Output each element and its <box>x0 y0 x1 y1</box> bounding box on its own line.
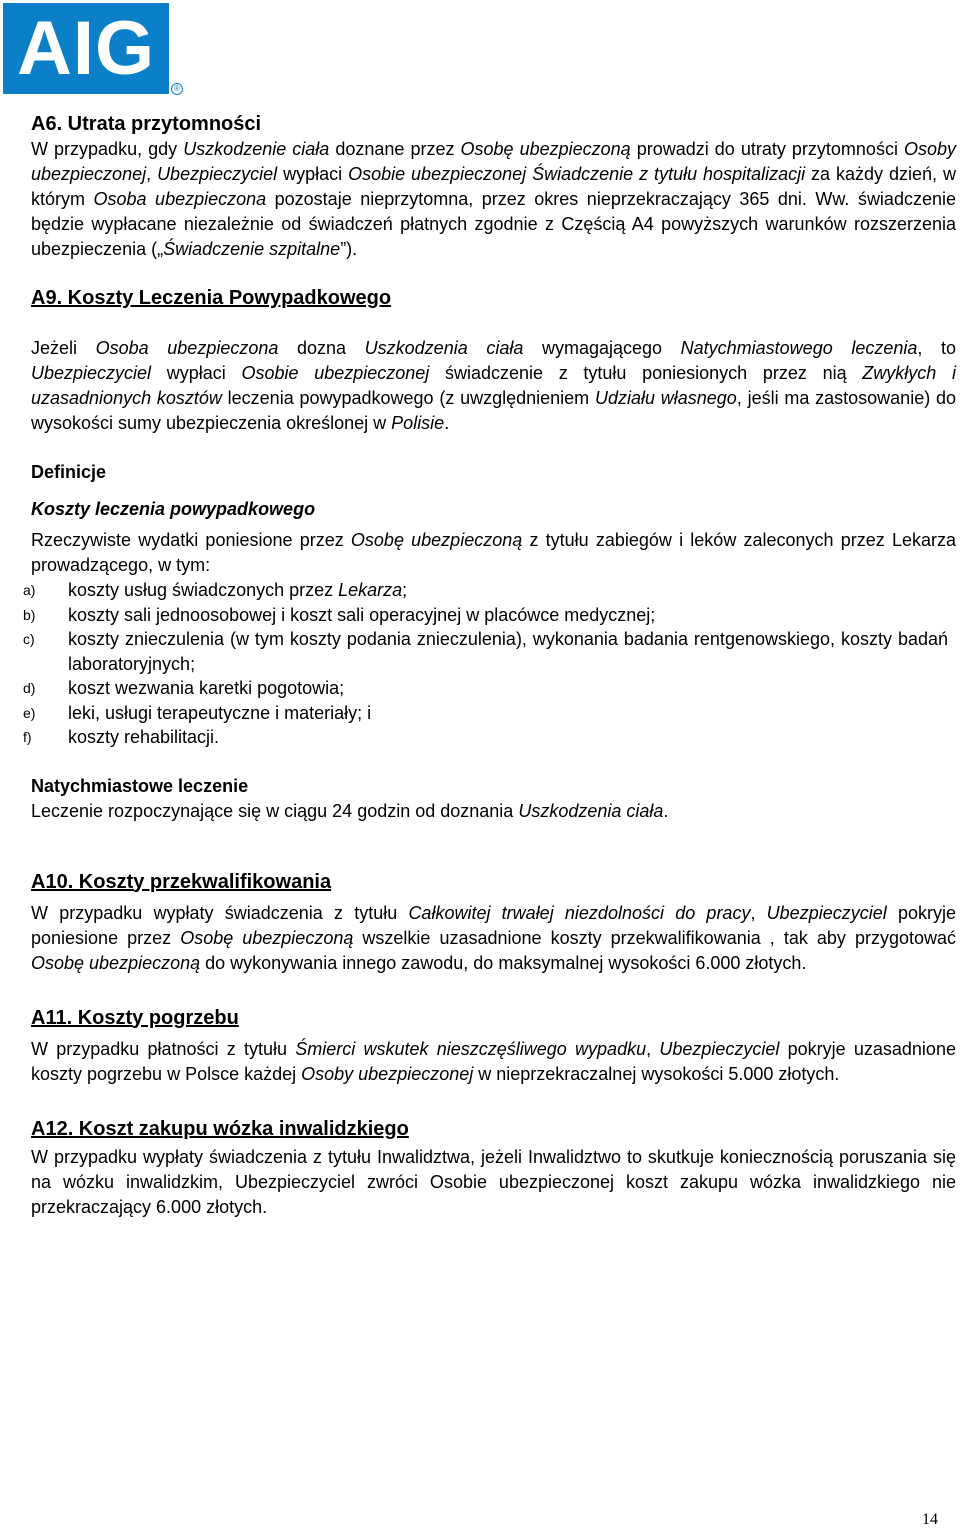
aig-logo-text: AIG <box>16 6 156 91</box>
italic-term: Polisie <box>391 413 445 433</box>
italic-term: Lekarza <box>338 580 403 600</box>
section-a10 <box>31 870 956 976</box>
section-a6 <box>31 112 956 262</box>
text-run: W przypadku wypłaty świadczenia z tytułu <box>31 902 409 923</box>
section-a11 <box>31 1006 956 1087</box>
definition-list-item <box>23 627 948 676</box>
italic-term: Uszkodzenia ciała <box>518 800 664 821</box>
italic-term: Osoby ubezpieczonej <box>301 1063 474 1084</box>
text-run: koszt wezwania karetki pogotowia; <box>68 678 345 698</box>
text-run: , jeśli ma zastosowanie) do wysokości sumy ubezpieczenia określonej w <box>31 388 956 433</box>
italic-term: Ubezpieczyciel <box>766 902 887 923</box>
text-run: W przypadku, gdy <box>31 139 184 159</box>
text-run: doznane przez <box>329 139 461 159</box>
italic-term: Ubezpieczyciel <box>31 363 152 383</box>
text-run: świadczenie z tytułu poniesionych przez nią <box>429 363 863 383</box>
italic-term: Świadczenie szpitalne <box>163 239 341 259</box>
text-run: do wykonywania innego zawodu, do maksymalnej wysokości 6.000 złotych. <box>200 952 807 973</box>
text-run: ; <box>402 580 408 600</box>
italic-term: Natychmiastowego leczenia <box>680 338 918 358</box>
text-run: , <box>750 902 767 923</box>
text-run: , <box>146 164 158 184</box>
registered-mark: ® <box>171 83 183 95</box>
text-run: prowadzi do utraty przytomności <box>630 139 904 159</box>
text-run: koszty usług świadczonych przez <box>68 580 339 600</box>
text-run: W przypadku płatności z tytułu <box>31 1038 296 1059</box>
text-run: leczenia powypadkowego (z uwzględnieniem <box>221 388 595 408</box>
definition-list-item <box>23 578 948 603</box>
text-run: koszty znieczulenia (w tym koszty podania znieczulenia), wykonania badania rentgenowskiego, koszty badań laboratoryjnych; <box>68 629 948 674</box>
definition-item-list <box>23 578 948 750</box>
definition-title-koszty-leczenia: Koszty leczenia powypadkowego <box>31 499 316 519</box>
list-item-marker: f) <box>23 729 32 745</box>
section-a9 <box>23 286 957 824</box>
definition-body-koszty-leczenia <box>31 528 956 578</box>
italic-term: Ubezpieczyciel <box>659 1038 780 1059</box>
text-run: , <box>646 1038 660 1059</box>
document-body <box>23 112 957 1220</box>
text-run: pokryje poniesione przez <box>31 902 956 948</box>
text-run: Jeżeli <box>31 338 96 358</box>
text-run: ”). <box>340 239 358 259</box>
list-item-marker: b) <box>23 606 36 623</box>
page-number: 14 <box>922 1511 938 1528</box>
definition-list-item <box>23 603 948 628</box>
list-item-marker: e) <box>23 704 36 721</box>
italic-term: Śmierci wskutek nieszczęśliwego wypadku <box>295 1038 647 1059</box>
italic-term: Osoby ubezpieczonej <box>31 139 957 184</box>
definition-list-item <box>23 725 948 750</box>
section-a11-title: A11. Koszty pogrzebu <box>31 1006 239 1029</box>
text-run: Leczenie rozpoczynające się w ciągu 24 godzin od doznania <box>31 800 519 821</box>
list-item-marker: a) <box>23 582 36 598</box>
text-run: , to <box>917 338 956 358</box>
section-a12-body <box>31 1145 956 1220</box>
definition-title-natychmiastowe: Natychmiastowe leczenie <box>31 775 249 796</box>
section-a10-title: A10. Koszty przekwalifikowania <box>31 870 332 893</box>
section-a12-title: A12. Koszt zakupu wózka inwalidzkiego <box>31 1117 409 1140</box>
definition-list-item <box>23 676 948 701</box>
aig-logo <box>3 3 169 94</box>
italic-term: Osobę ubezpieczoną <box>350 530 523 550</box>
text-run: z tytułu zabiegów i leków zaleconych przez Lekarza prowadzącego, w tym: <box>31 530 957 575</box>
italic-term: Osobie ubezpieczonej <box>241 363 430 383</box>
italic-term: Osobie ubezpieczonej Świadczenie z tytułu hospitalizacji <box>348 164 806 184</box>
section-a12 <box>31 1117 956 1220</box>
text-run: wypłaci <box>277 164 349 184</box>
italic-term: Osobę ubezpieczoną <box>460 139 631 159</box>
text-run: . <box>444 413 450 433</box>
italic-term: Osoba ubezpieczona <box>93 189 267 209</box>
section-a11-body <box>31 1037 956 1087</box>
italic-term: Osobę ubezpieczoną <box>180 927 354 948</box>
italic-term: Całkowitej trwałej niezdolności do pracy <box>408 902 751 923</box>
italic-term: Udziału własnego <box>594 388 737 408</box>
text-run: w nieprzekraczalnej wysokości 5.000 złotych. <box>473 1063 840 1084</box>
list-item-marker: c) <box>23 631 35 647</box>
text-run: Rzeczywiste wydatki poniesione przez <box>31 530 351 550</box>
italic-term: Ubezpieczyciel <box>157 164 278 184</box>
section-a9-title: A9. Koszty Leczenia Powypadkowego <box>31 287 392 309</box>
section-a9-body <box>31 336 956 436</box>
text-run: . <box>663 800 669 821</box>
text-run: dozna <box>278 338 365 358</box>
text-run: pozostaje nieprzytomna, przez okres nieprzekraczający 365 dni. Ww. świadczenie będzie wypłacane niezależnie od świadczeń płatnych zgodnie z Częścią A4 powyższych warunków rozszerzenia ubezpieczenia („ <box>31 189 956 259</box>
definitions-heading: Definicje <box>31 462 107 482</box>
italic-term: Uszkodzenie ciała <box>183 139 330 159</box>
italic-term: Zwykłych i uzasadnionych kosztów <box>31 363 956 408</box>
text-run: leki, usługi terapeutyczne i materiały; i <box>68 702 372 723</box>
section-a6-title: A6. Utrata przytomności <box>31 113 262 135</box>
text-run: koszty rehabilitacji. <box>68 727 220 747</box>
text-run: wypłaci <box>151 363 242 383</box>
text-run: pokryje uzasadnione koszty pogrzebu w Polsce każdej <box>31 1038 956 1084</box>
text-run: W przypadku wypłaty świadczenia z tytułu Inwalidztwa, jeżeli Inwalidztwo to skutkuje koniecznością poruszania się na wózku inwalidzkim, Ubezpieczyciel zwróci Osobie ubezpieczonej koszt zakupu wózka inwalidzkiego nie przekraczający 6.000 złotych. <box>31 1146 956 1217</box>
definition-body-natychmiastowe <box>31 799 956 824</box>
italic-term: Osobę ubezpieczoną <box>31 952 201 973</box>
definition-list-item <box>23 701 948 726</box>
list-item-marker: d) <box>23 680 36 696</box>
italic-term: Osoba ubezpieczona <box>95 338 279 358</box>
text-run: koszty sali jednoosobowej i koszt sali operacyjnej w placówce medycznej; <box>68 604 656 625</box>
section-a10-body <box>31 901 956 976</box>
text-run: wszelkie uzasadnione koszty przekwalifikowania , tak aby przygotować <box>353 927 956 948</box>
text-run: za każdy dzień, w którym <box>31 164 956 209</box>
text-run: wymagającego <box>523 338 681 358</box>
section-a6-body <box>31 137 956 262</box>
italic-term: Uszkodzenia ciała <box>364 338 524 358</box>
